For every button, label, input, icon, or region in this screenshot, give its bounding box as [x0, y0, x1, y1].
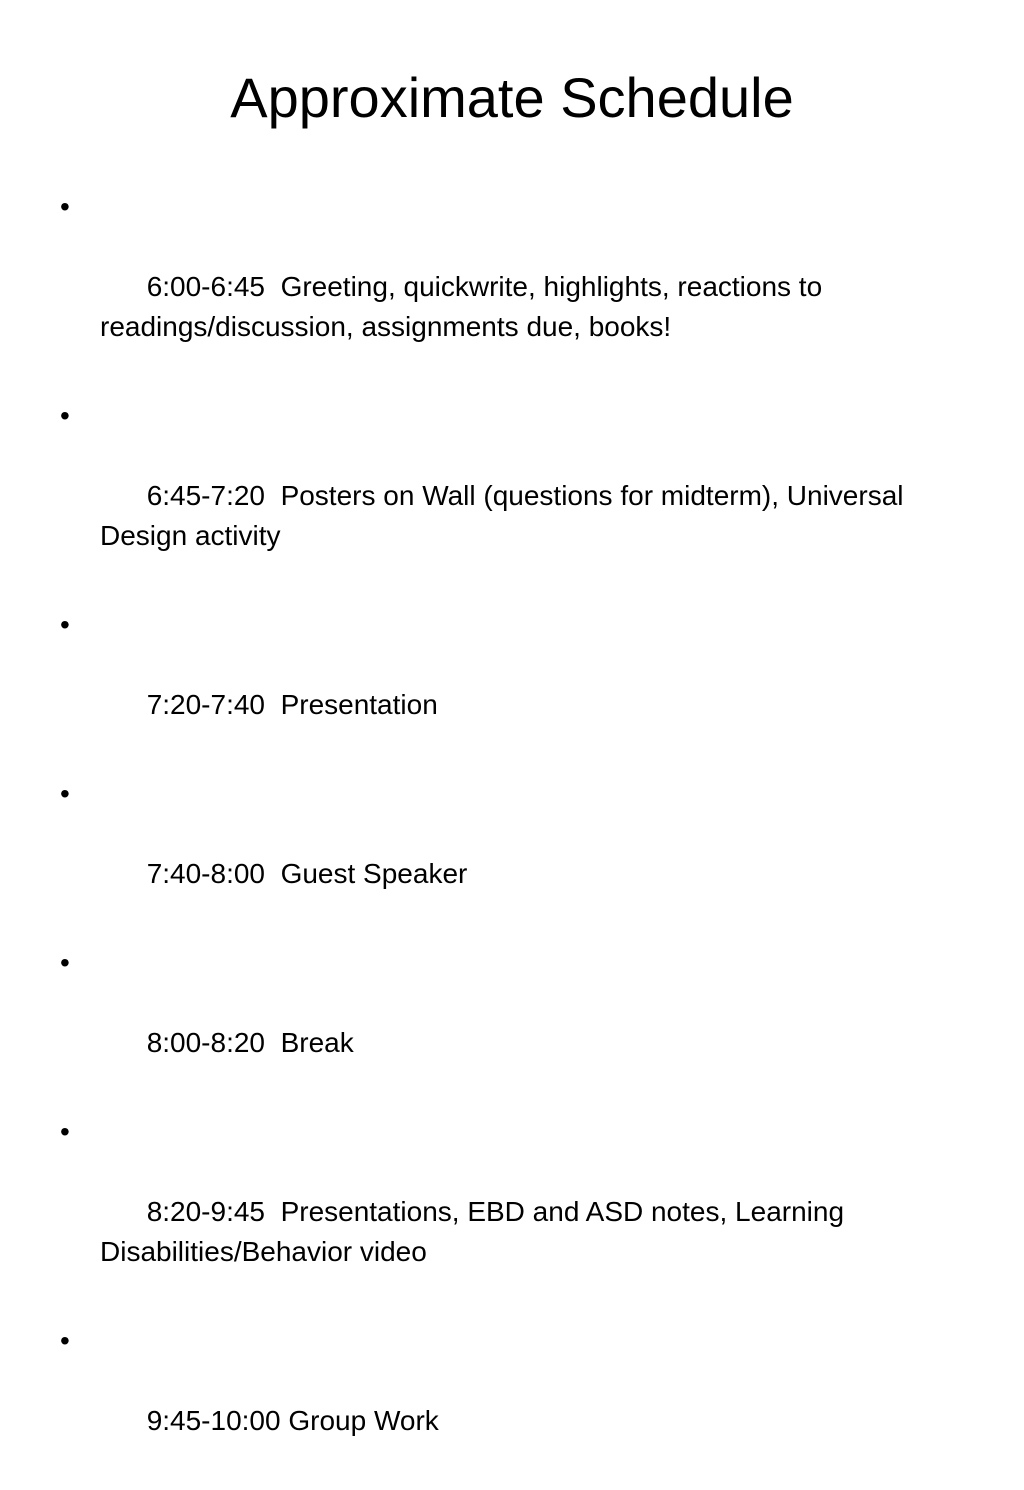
schedule-item-text: 7:40-8:00 Guest Speaker — [146, 858, 468, 889]
slide-title: Approximate Schedule — [230, 66, 794, 129]
bullet-icon: • — [60, 1116, 70, 1147]
schedule-item — [58, 396, 968, 596]
schedule-item — [58, 187, 968, 387]
schedule-item-text: 7:20-7:40 Presentation — [146, 689, 438, 720]
schedule-item-text: 6:00-6:45 Greeting, quickwrite, highlights, reactions to readings/discussion, assignments due, books! — [100, 271, 830, 342]
schedule-item-text: 8:00-8:20 Break — [146, 1027, 354, 1058]
bullet-icon: • — [60, 609, 70, 640]
bullet-icon: • — [60, 947, 70, 978]
schedule-item — [58, 1112, 968, 1312]
bullet-icon: • — [60, 778, 70, 809]
schedule-item — [58, 774, 968, 934]
schedule-item-text: 8:20-9:45 Presentations, EBD and ASD notes, Learning Disabilities/Behavior video — [100, 1196, 852, 1267]
schedule-item — [58, 1321, 968, 1481]
schedule-list — [58, 187, 968, 1490]
schedule-item-text: 9:45-10:00 Group Work — [146, 1405, 439, 1436]
schedule-item — [58, 605, 968, 765]
bullet-icon: • — [60, 400, 70, 431]
schedule-item-text: 6:45-7:20 Posters on Wall (questions for midterm), Universal Design activity — [100, 480, 912, 551]
bullet-icon: • — [60, 191, 70, 222]
schedule-item — [58, 943, 968, 1103]
bullet-icon: • — [60, 1325, 70, 1356]
